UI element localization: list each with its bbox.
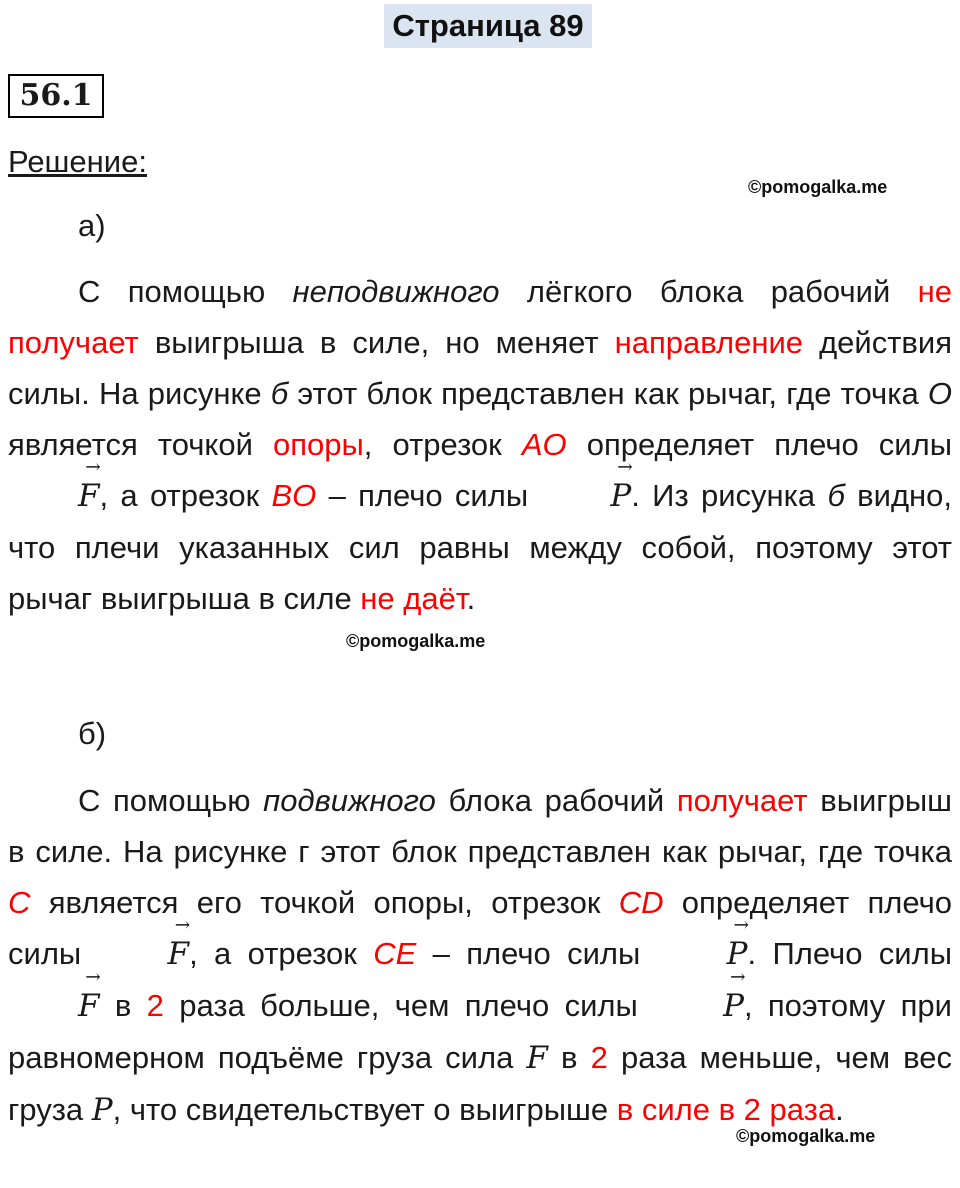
part-a-label: а) (78, 208, 106, 243)
watermark: ©pomogalka.me (736, 1126, 876, 1146)
vector-p: → P (723, 967, 746, 1024)
task-number: 56.1 (8, 74, 104, 118)
vector-f: → F (78, 457, 101, 514)
vector-f: → F (167, 915, 191, 972)
part-b-paragraph: С помощью подвижного блока рабочий получает выигрыш в силе. На рисунке г этот блок представлен как рычаг, где точка C является его точкой опоры, отрезок CD определяет плечо силы → F, а отрезок CE – плечо силы → P. Плечо силы → F в 2 раза больше, чем плечо силы → P, поэтому при равномерном подъёме груза сила F в 2 раза меньше, чем вес груза P, что свидетельствует о выигрыше в силе в 2 раза. (8, 783, 952, 1128)
watermark: ©pomogalka.me (346, 631, 486, 651)
watermark: ©pomogalka.me (748, 177, 888, 197)
page-title: Страница 89 (384, 4, 592, 48)
part-b-label: б) (78, 716, 107, 751)
vector-f: → F (78, 967, 101, 1024)
part-a-paragraph: С помощью неподвижного лёгкого блока рабочий не получает выигрыша в силе, но меняет направление действия силы. На рисунке б этот блок представлен как рычаг, где точка O является точкой опоры, отрезок AO определяет плечо силы → F, а отрезок BO – плечо силы → P. Из рисунка б видно, что плечи указанных сил равны между собой, поэтому этот рычаг выигрыша в силе не даёт. (8, 274, 953, 616)
solution-label: Решение: (8, 144, 147, 179)
vector-p: → P (726, 915, 750, 972)
vector-p: → P (610, 457, 633, 514)
